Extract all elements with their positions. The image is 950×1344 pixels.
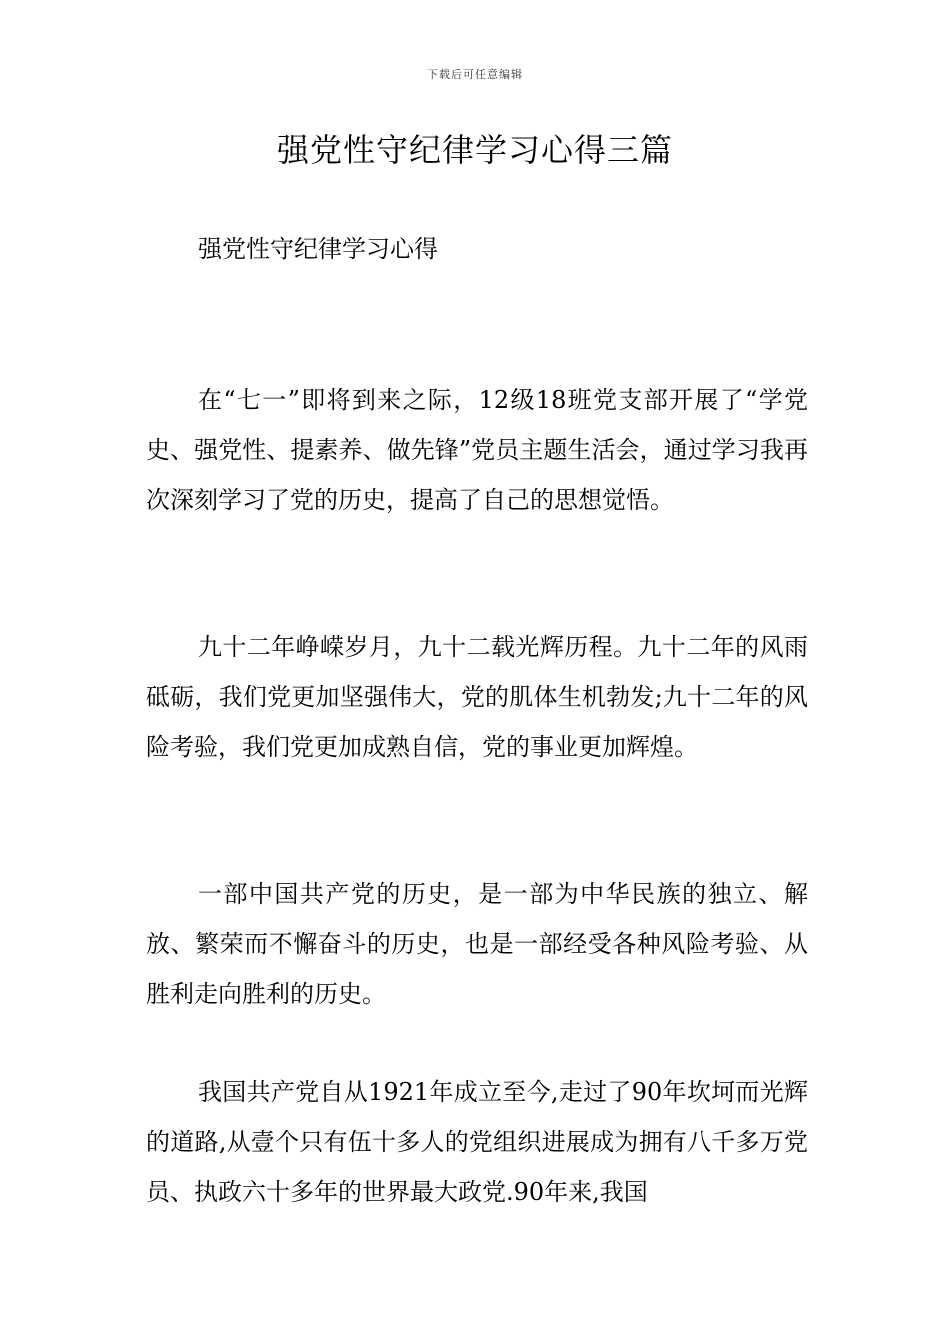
paragraph: 我国共产党自从1921年成立至今,走过了90年坎坷而光辉的道路,从壹个只有伍十多人的党组织进展成为拥有八千多万党员、执政六十多年的世界最大政党.90年来,我国 [146,1078,808,1206]
paragraph: 九十二年峥嵘岁月，九十二载光辉历程。九十二年的风雨砥砺，我们党更加坚强伟大，党的肌体生机勃发;九十二年的风险考验，我们党更加成熟自信，党的事业更加辉煌。 [146,633,808,761]
paragraph: 在“七一”即将到来之际，12级18班党支部开展了“学党史、强党性、提素养、做先锋”党员主题生活会，通过学习我再次深刻学习了党的历史，提高了自己的思想觉悟。 [146,386,808,514]
header-note: 下载后可任意编辑 [427,68,523,81]
section-subtitle: 强党性守纪律学习心得 [198,235,438,263]
paragraph: 一部中国共产党的历史，是一部为中华民族的独立、解放、繁荣而不懈奋斗的历史，也是一部经受各种风险考验、从胜利走向胜利的历史。 [146,880,808,1008]
document-title: 强党性守纪律学习心得三篇 [276,131,673,169]
